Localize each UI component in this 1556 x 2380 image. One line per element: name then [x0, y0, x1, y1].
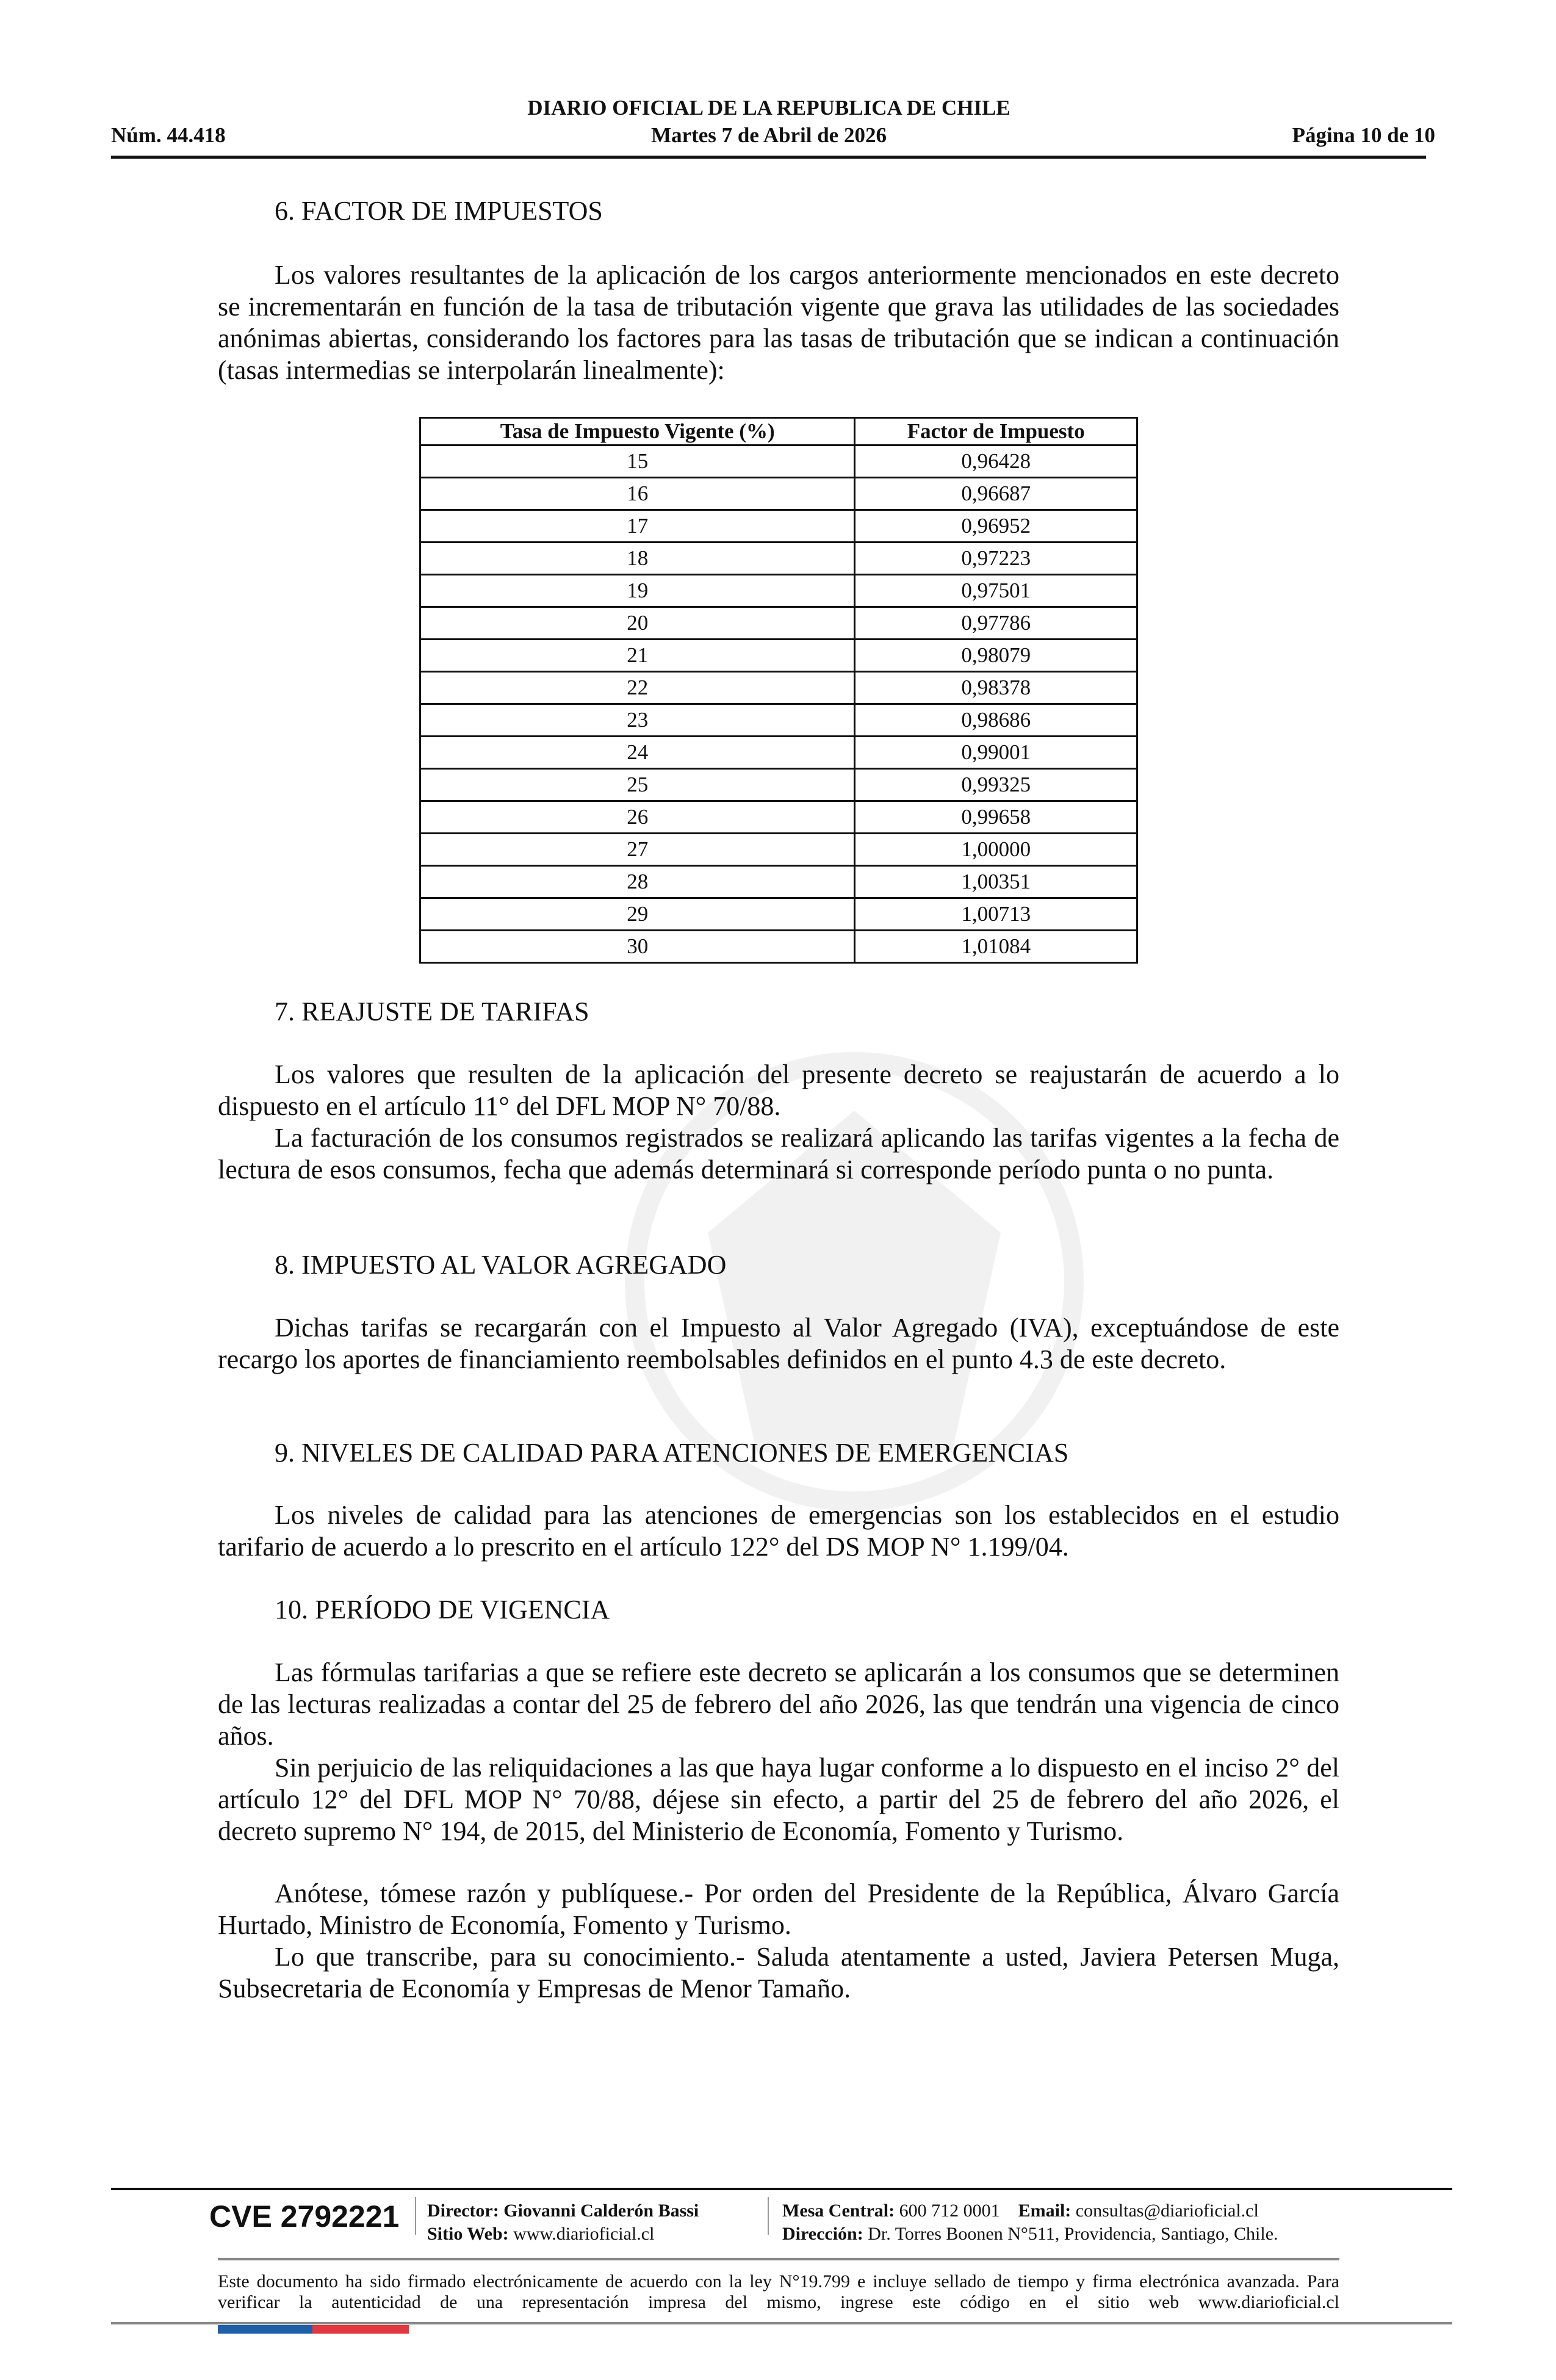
email-link[interactable]: consultas@diarioficial.cl — [1075, 2201, 1259, 2221]
tax-factor-cell: 1,00000 — [855, 834, 1137, 866]
flag-red-stripe — [312, 2325, 409, 2334]
section-heading: 6. FACTOR DE IMPUESTOS — [275, 196, 603, 226]
director-label: Director: — [427, 2201, 499, 2221]
header-divider — [111, 156, 1426, 159]
paragraph: Las fórmulas tarifarias a que se refiere este decreto se aplicarán a los consumos que se determinen de las lecturas realizadas a contar del 25 de febrero del año 2026, las que tendrán una vigencia de cinco años. — [218, 1657, 1339, 1751]
tax-factor-cell: 0,98378 — [855, 672, 1137, 704]
tax-rate-cell: 25 — [420, 769, 855, 801]
table-row — [420, 575, 1137, 607]
footer-bottom-divider — [111, 2322, 1452, 2324]
tax-rate-cell: 19 — [420, 575, 855, 607]
tax-rate-cell: 26 — [420, 801, 855, 834]
tax-rate-cell: 17 — [420, 510, 855, 543]
table-header-row — [420, 418, 1137, 445]
closing-block — [218, 1878, 1339, 2005]
footer-contact-column — [782, 2199, 1278, 2246]
phone-number: 600 712 0001 — [899, 2201, 1000, 2221]
paragraph-block — [218, 1657, 1339, 1847]
footer-separator — [768, 2197, 769, 2235]
tax-rate-cell: 29 — [420, 898, 855, 931]
phone-label: Mesa Central: — [782, 2201, 895, 2221]
address-label: Dirección: — [782, 2224, 863, 2244]
email-label: Email: — [1018, 2201, 1072, 2221]
tax-factor-cell: 0,97786 — [855, 607, 1137, 640]
tax-rate-cell: 16 — [420, 478, 855, 510]
section-heading: 10. PERÍODO DE VIGENCIA — [275, 1595, 610, 1625]
tax-factor-cell: 0,96952 — [855, 510, 1137, 543]
table-row — [420, 801, 1137, 834]
tax-rate-cell: 30 — [420, 931, 855, 963]
tax-rate-cell: 24 — [420, 737, 855, 769]
table-row — [420, 672, 1137, 704]
tax-factor-cell: 0,98686 — [855, 704, 1137, 737]
tax-factor-cell: 0,96687 — [855, 478, 1137, 510]
tax-factor-cell: 0,97223 — [855, 543, 1137, 575]
table-row — [420, 478, 1137, 510]
cve-code: CVE 2792221 — [209, 2199, 400, 2234]
paragraph: Sin perjuicio de las reliquidaciones a las que haya lugar conforme a lo dispuesto en el inciso 2° del artículo 12° del DFL MOP N° 70/88, déjese sin efecto, a partir del 25 de febrero del año 2026, el decreto supremo N° 194, de 2015, del Ministerio de Economía, Fomento y Turismo. — [218, 1753, 1339, 1846]
issue-number: Núm. 44.418 — [111, 123, 226, 147]
paragraph: Lo que transcribe, para su conocimiento.- Saluda atentamente a usted, Javiera Petersen Muga, Subsecretaria de Economía y Empresas de Menor Tamaño. — [218, 1942, 1339, 2003]
paragraph: Dichas tarifas se recargarán con el Impuesto al Valor Agregado (IVA), exceptuándose de este recargo los aportes de financiamiento reembolsables definidos en el punto 4.3 de este decreto. — [218, 1313, 1339, 1374]
section-heading: 9. NIVELES DE CALIDAD PARA ATENCIONES DE EMERGENCIAS — [275, 1438, 1069, 1468]
table-row — [420, 931, 1137, 963]
tax-factor-cell: 0,98079 — [855, 640, 1137, 672]
tax-rate-cell: 20 — [420, 607, 855, 640]
footer-divider — [111, 2188, 1452, 2190]
tax-rate-cell: 22 — [420, 672, 855, 704]
tax-rate-cell: 15 — [420, 445, 855, 478]
table-row — [420, 769, 1137, 801]
tax-factor-cell: 0,99658 — [855, 801, 1137, 834]
issue-date: Martes 7 de Abril de 2026 — [651, 123, 887, 147]
tax-factor-cell: 0,99325 — [855, 769, 1137, 801]
table-row — [420, 445, 1137, 478]
paragraph: Los niveles de calidad para las atenciones de emergencias son los establecidos en el estudio tarifario de acuerdo a lo prescrito en el artículo 122° del DS MOP N° 1.199/04. — [218, 1500, 1339, 1562]
tax-rate-cell: 21 — [420, 640, 855, 672]
paragraph: La facturación de los consumos registrados se realizará aplicando las tarifas vigentes a la fecha de lectura de esos consumos, fecha que además determinará si corresponde período punta o no punta. — [218, 1123, 1339, 1185]
tax-factor-cell: 0,96428 — [855, 445, 1137, 478]
table-row — [420, 510, 1137, 543]
footer-divider — [218, 2258, 1339, 2260]
paragraph-block — [218, 1499, 1339, 1563]
tax-rate-cell: 18 — [420, 543, 855, 575]
footer-separator — [415, 2197, 416, 2235]
column-header: Tasa de Impuesto Vigente (%) — [420, 418, 855, 445]
tax-rate-cell: 23 — [420, 704, 855, 737]
column-header: Factor de Impuesto — [855, 418, 1137, 445]
table-row — [420, 607, 1137, 640]
table-row — [420, 640, 1137, 672]
table-row — [420, 866, 1137, 898]
tax-factor-cell: 1,00713 — [855, 898, 1137, 931]
paragraph-block — [218, 1059, 1339, 1186]
section-heading: 8. IMPUESTO AL VALOR AGREGADO — [275, 1250, 727, 1280]
flag-blue-stripe — [218, 2325, 312, 2334]
tax-factor-cell: 0,99001 — [855, 737, 1137, 769]
tax-factor-cell: 0,97501 — [855, 575, 1137, 607]
tax-rate-cell: 28 — [420, 866, 855, 898]
paragraph: Los valores resultantes de la aplicación de los cargos anteriormente mencionados en este decreto se incrementarán en función de la tasa de tributación vigente que grava las utilidades de las sociedades anónimas abiertas, considerando los factores para las tasas de tributación que se indican a continuación (tasas intermedias se interpolarán linealmente): — [218, 260, 1339, 385]
table-row — [420, 834, 1137, 866]
page-number: Página 10 de 10 — [1292, 123, 1435, 147]
website-link[interactable]: www.diarioficial.cl — [513, 2224, 655, 2244]
web-label: Sitio Web: — [427, 2224, 509, 2244]
newspaper-title: DIARIO OFICIAL DE LA REPUBLICA DE CHILE — [527, 96, 1010, 120]
paragraph-block — [218, 1312, 1339, 1376]
tax-rate-cell: 27 — [420, 834, 855, 866]
table-row — [420, 898, 1137, 931]
tax-factor-table — [419, 417, 1138, 964]
paragraph: Los valores que resulten de la aplicación del presente decreto se reajustarán de acuerdo a lo dispuesto en el artículo 11° del DFL MOP N° 70/88. — [218, 1059, 1339, 1121]
tax-factor-cell: 1,01084 — [855, 931, 1137, 963]
tax-factor-cell: 1,00351 — [855, 866, 1137, 898]
address: Dr. Torres Boonen N°511, Providencia, Santiago, Chile. — [868, 2224, 1278, 2244]
table-row — [420, 543, 1137, 575]
section-heading: 7. REAJUSTE DE TARIFAS — [275, 997, 589, 1026]
paragraph: Anótese, tómese razón y publíquese.- Por orden del Presidente de la República, Álvaro García Hurtado, Ministro de Economía, Fomento y Turismo. — [218, 1878, 1339, 1940]
signature-notice: Este documento ha sido firmado electrónicamente de acuerdo con la ley N°19.799 e incluye sellado de tiempo y firma electrónica avanzada. Para verificar la autenticidad de una representación impresa del mismo, ingrese este código en el sitio web www.diarioficial.cl — [218, 2271, 1339, 2312]
table-row — [420, 704, 1137, 737]
paragraph-block — [218, 259, 1339, 386]
footer-director-column — [427, 2199, 699, 2246]
director-name: Giovanni Calderón Bassi — [503, 2201, 699, 2221]
table-row — [420, 737, 1137, 769]
